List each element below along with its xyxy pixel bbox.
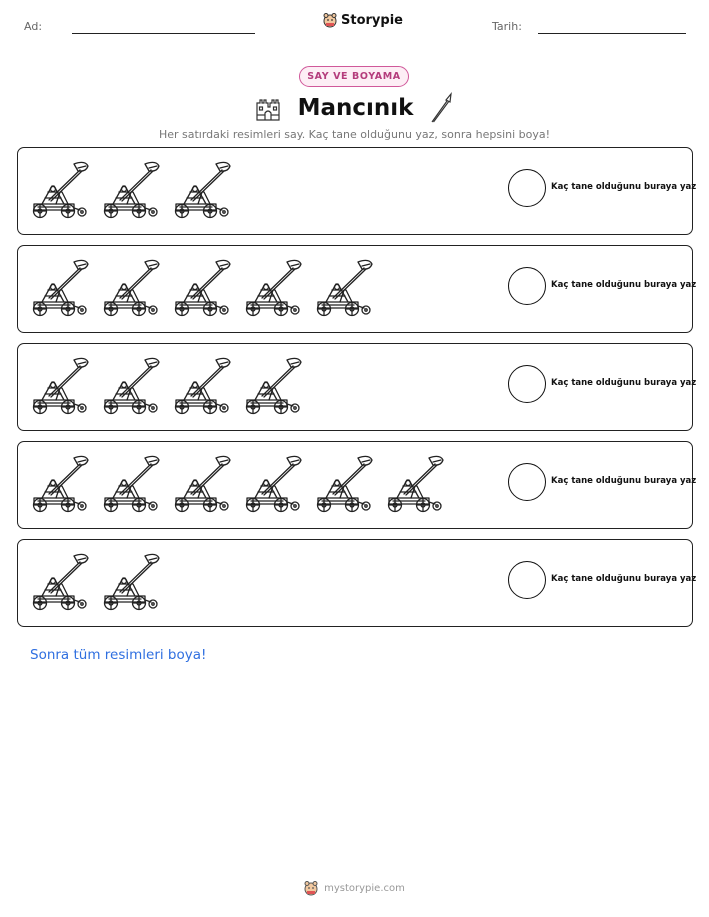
catapult-icon[interactable] [172, 254, 243, 324]
catapult-icon[interactable] [30, 254, 101, 324]
title-row [0, 91, 709, 125]
catapult-icon[interactable] [30, 156, 101, 226]
catapult-icon[interactable] [101, 548, 172, 618]
item-group [30, 254, 385, 324]
catapult-icon[interactable] [172, 450, 243, 520]
storypie-footer-logo [304, 880, 318, 896]
answer-circle[interactable] [508, 463, 546, 501]
catapult-icon[interactable] [314, 254, 385, 324]
answer-hint: Kaç tane olduğunu buraya yaz [551, 476, 697, 486]
instructions-text: Her satırdaki resimleri say. Kaç tane olduğunu yaz, sonra hepsini boya! [158, 128, 551, 141]
counting-row [17, 343, 697, 431]
answer-circle[interactable] [508, 169, 546, 207]
footer-url: mystorypie.com [324, 882, 405, 894]
catapult-icon[interactable] [30, 548, 101, 618]
catapult-icon[interactable] [243, 352, 314, 422]
name-label: Ad: [24, 20, 43, 33]
brand-name: Storypie [341, 12, 403, 28]
footer [0, 880, 709, 896]
catapult-icon[interactable] [172, 156, 243, 226]
storypie-logo [323, 12, 337, 28]
date-label: Tarih: [492, 20, 522, 33]
answer-hint: Kaç tane olduğunu buraya yaz [551, 182, 697, 192]
counting-row [17, 441, 697, 529]
counting-row [17, 147, 697, 235]
item-group [30, 352, 314, 422]
catapult-icon[interactable] [101, 254, 172, 324]
answer-hint: Kaç tane olduğunu buraya yaz [551, 378, 697, 388]
item-group [30, 548, 172, 618]
catapult-icon[interactable] [243, 450, 314, 520]
catapult-icon[interactable] [101, 156, 172, 226]
catapult-icon[interactable] [243, 254, 314, 324]
item-group [30, 156, 243, 226]
catapult-icon[interactable] [30, 352, 101, 422]
catapult-icon[interactable] [30, 450, 101, 520]
item-group [30, 450, 456, 520]
catapult-icon[interactable] [101, 352, 172, 422]
coloring-instruction: Sonra tüm resimleri boya! [30, 647, 207, 663]
catapult-icon[interactable] [101, 450, 172, 520]
spear-icon [429, 92, 455, 124]
castle-icon [254, 94, 282, 122]
catapult-icon[interactable] [385, 450, 456, 520]
name-input-line[interactable] [72, 33, 255, 34]
answer-circle[interactable] [508, 365, 546, 403]
counting-row [17, 245, 697, 333]
answer-circle[interactable] [508, 267, 546, 305]
catapult-icon[interactable] [172, 352, 243, 422]
counting-rows [17, 147, 697, 637]
counting-row [17, 539, 697, 627]
brand [323, 12, 403, 28]
answer-circle[interactable] [508, 561, 546, 599]
catapult-icon[interactable] [314, 450, 385, 520]
date-input-line[interactable] [538, 33, 686, 34]
answer-hint: Kaç tane olduğunu buraya yaz [551, 574, 697, 584]
page-title: Mancınık [297, 95, 414, 121]
answer-hint: Kaç tane olduğunu buraya yaz [551, 280, 697, 290]
activity-badge: SAY VE BOYAMA [299, 66, 409, 87]
